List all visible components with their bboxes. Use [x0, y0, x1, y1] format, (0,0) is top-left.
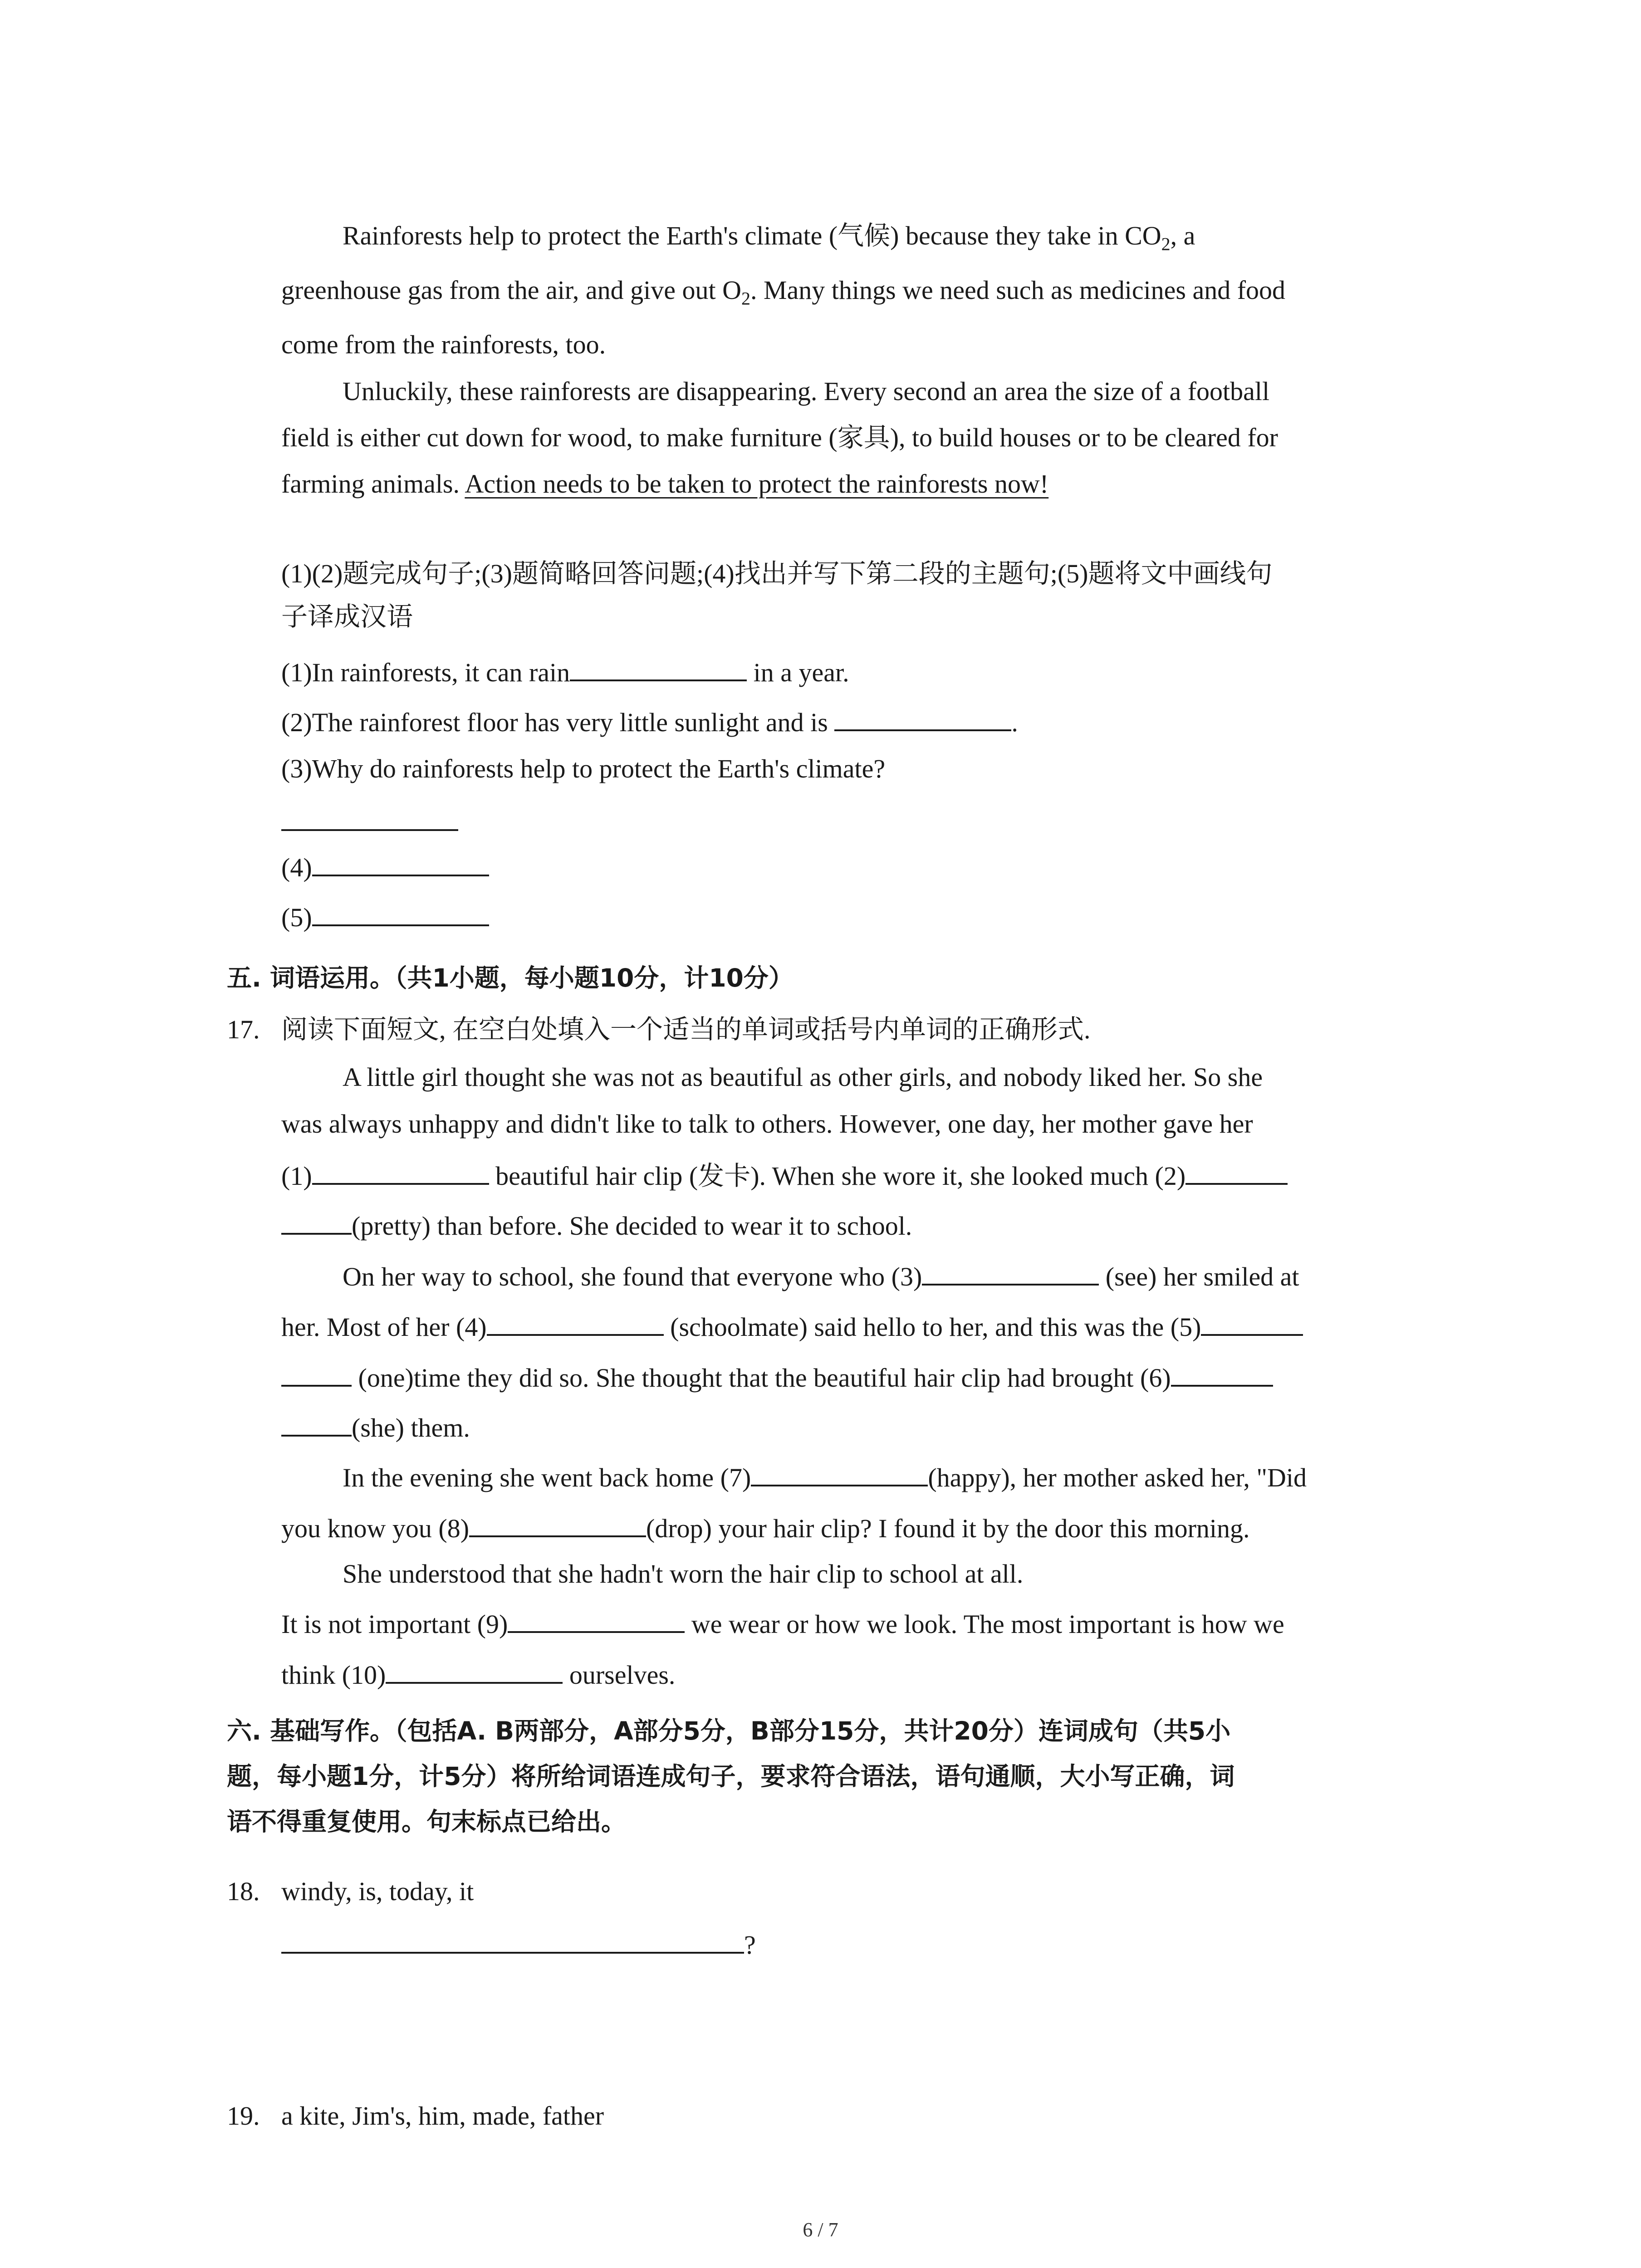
answer-blank[interactable]: [1185, 1157, 1288, 1185]
passage-line: [281, 1408, 470, 1446]
passage-text: (she) them.: [352, 1413, 470, 1442]
passage-line: [281, 1656, 675, 1693]
passage-line: [281, 1207, 912, 1244]
answer-blank[interactable]: [508, 1605, 685, 1633]
answer-blank[interactable]: [312, 848, 489, 876]
passage-line: [281, 466, 1048, 502]
passage-line: [281, 1509, 1250, 1547]
answer-blank[interactable]: [281, 1408, 352, 1437]
answer-blank[interactable]: [312, 898, 489, 926]
section-heading: 六. 基础写作。（包括A. B两部分，A部分5分，B部分15分，共计20分）连词成句（共5小: [227, 1716, 1231, 1745]
underlined-sentence: Action needs to be taken to protect the rainforests now!: [465, 469, 1049, 499]
passage-line: come from the rainforests, too.: [281, 330, 606, 359]
passage-text: (pretty) than before. She decided to wear it to school.: [352, 1211, 912, 1241]
answer-blank[interactable]: [281, 1207, 352, 1235]
passage-line: [343, 218, 1195, 254]
passage-text: (schoolmate) said hello to her, and this was the (5): [663, 1312, 1201, 1342]
q16-answer-3: [281, 803, 458, 841]
q18-answer: [281, 1926, 756, 1963]
passage-line: [343, 1458, 1307, 1496]
passage-line: field is either cut down for wood, to make furniture (家具), to build houses or to be cleared for: [281, 423, 1278, 452]
passage-text: (see) her smiled at: [1099, 1262, 1299, 1291]
answer-blank[interactable]: [386, 1656, 563, 1684]
question-text: (5): [281, 903, 312, 932]
answer-blank[interactable]: [751, 1458, 928, 1486]
question-number: 19.: [227, 2101, 260, 2131]
question-text: .: [1011, 708, 1018, 737]
passage-text: her. Most of her (4): [281, 1312, 487, 1342]
answer-blank[interactable]: [312, 1157, 489, 1185]
passage-text: think (10): [281, 1660, 386, 1690]
passage-line: [281, 1605, 1284, 1642]
q16-item-3: (3)Why do rainforests help to protect the Earth's climate?: [281, 754, 886, 783]
passage-line: She understood that she hadn't worn the hair clip to school at all.: [343, 1559, 1024, 1589]
answer-blank[interactable]: [281, 803, 458, 831]
answer-blank[interactable]: [922, 1257, 1099, 1286]
passage-text: greenhouse gas from the air, and give out O: [281, 275, 741, 305]
q16-instruction: 子译成汉语: [281, 602, 413, 631]
page-number: 6 / 7: [803, 2219, 838, 2241]
answer-blank[interactable]: [1171, 1359, 1273, 1387]
passage-text: ourselves.: [563, 1660, 676, 1690]
answer-blank[interactable]: [570, 653, 747, 681]
passage-text: On her way to school, she found that everyone who (3): [343, 1262, 922, 1291]
passage-text: . Many things we need such as medicines and food: [750, 275, 1286, 305]
blank-number: (1): [281, 1161, 312, 1191]
passage-text: (one)time they did so. She thought that the beautiful hair clip had brought (6): [352, 1363, 1171, 1393]
passage-text: , a: [1170, 221, 1195, 250]
passage-text: It is not important (9): [281, 1609, 508, 1639]
answer-blank[interactable]: [1201, 1308, 1303, 1336]
passage-line: [281, 1157, 1288, 1194]
question-text: (2)The rainforest floor has very little sunlight and is: [281, 708, 835, 737]
end-punctuation: ?: [744, 1930, 756, 1960]
passage-text: farming animals.: [281, 469, 465, 499]
question-text: (1)In rainforests, it can rain: [281, 658, 570, 687]
passage-text: (happy), her mother asked her, "Did: [928, 1463, 1307, 1492]
q16-item-5: [281, 898, 489, 936]
subscript: 2: [741, 288, 750, 309]
passage-text: you know you (8): [281, 1514, 470, 1543]
passage-line: [343, 1257, 1299, 1295]
passage-line: [281, 1308, 1303, 1345]
q16-item-1: [281, 653, 849, 691]
q16-instruction: (1)(2)题完成句子;(3)题简略回答问题;(4)找出并写下第二段的主题句;(5)题将文中画线句: [281, 559, 1273, 588]
answer-blank[interactable]: [469, 1509, 646, 1537]
passage-line: [281, 272, 1285, 308]
passage-line: Unluckily, these rainforests are disappearing. Every second an area the size of a football: [343, 376, 1270, 406]
question-number: 18.: [227, 1877, 260, 1906]
section-heading: 五. 词语运用。（共1小题，每小题10分，计10分）: [227, 963, 794, 992]
question-text: in a year.: [747, 658, 849, 687]
passage-text: Rainforests help to protect the Earth's climate (气候) because they take in CO: [343, 221, 1161, 250]
passage-line: A little girl thought she was not as beautiful as other girls, and nobody liked her. So she: [343, 1062, 1263, 1092]
passage-text: beautiful hair clip (发卡). When she wore it, she looked much (2): [489, 1161, 1186, 1191]
question-text: (4): [281, 853, 312, 882]
q17-instruction: 阅读下面短文, 在空白处填入一个适当的单词或括号内单词的正确形式.: [281, 1015, 1091, 1044]
passage-text: (drop) your hair clip? I found it by the door this morning.: [646, 1514, 1250, 1543]
q16-item-2: [281, 703, 1018, 741]
passage-line: [281, 1359, 1273, 1396]
section-heading: 语不得重复使用。句末标点已给出。: [227, 1807, 627, 1836]
section-heading: 题，每小题1分，计5分）将所给词语连成句子，要求符合语法，语句通顺，大小写正确，词: [227, 1762, 1235, 1791]
passage-text: we wear or how we look. The most important is how we: [685, 1609, 1284, 1639]
passage-line: was always unhappy and didn't like to talk to others. However, one day, her mother gave her: [281, 1109, 1253, 1139]
q18-words: windy, is, today, it: [281, 1877, 474, 1906]
subscript: 2: [1161, 234, 1171, 254]
q19-words: a kite, Jim's, him, made, father: [281, 2101, 604, 2131]
answer-blank[interactable]: [281, 1359, 352, 1387]
answer-blank[interactable]: [834, 703, 1011, 731]
passage-text: In the evening she went back home (7): [343, 1463, 751, 1492]
answer-blank[interactable]: [487, 1308, 664, 1336]
answer-blank[interactable]: [281, 1926, 744, 1954]
q16-item-4: [281, 848, 489, 886]
question-number: 17.: [227, 1015, 260, 1044]
